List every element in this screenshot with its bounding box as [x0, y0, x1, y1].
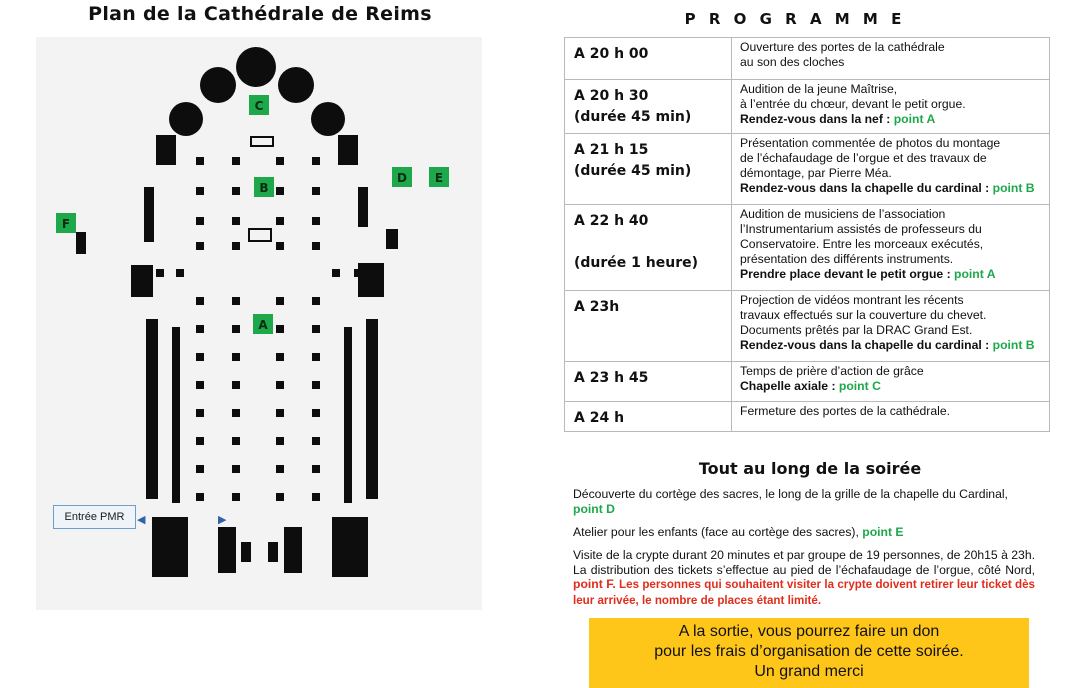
- point-f-marker: F: [56, 213, 76, 233]
- description-cell: Ouverture des portes de la cathédrale au son des cloches: [732, 38, 1050, 80]
- time-cell: A 24 h: [565, 402, 732, 432]
- point-link: point B: [992, 180, 1035, 195]
- arrow-left-icon: ◀: [137, 513, 146, 526]
- time-cell: A 23 h 45: [565, 362, 732, 402]
- donation-banner: A la sortie, vous pourrez faire un don pour les frais d’organisation de cette soirée. Un grand merci: [589, 618, 1029, 688]
- table-row: [565, 38, 1050, 80]
- time-cell: A 20 h 00: [565, 38, 732, 80]
- description-cell: Audition de la jeune Maîtrise, à l’entrée du chœur, devant le petit orgue. Rendez-vous dans la nef : point A: [732, 80, 1050, 134]
- time-cell: A 21 h 15 (durée 45 min): [565, 134, 732, 205]
- description-cell: Présentation commentée de photos du montage de l’échafaudage de l’orgue et des travaux de démontage, par Pierre Méa. Rendez-vous dans la chapelle du cardinal : point B: [732, 134, 1050, 205]
- point-link: point C: [838, 378, 881, 393]
- paragraph-crypte: Visite de la crypte durant 20 minutes et par groupe de 19 personnes, de 20h15 à 23h. La distribution des tickets s’effectue au pied de l’échafaudage de l’orgue, côté Nord, point F. Les personnes qui souhaitent visiter la crypte doivent retirer leur ticket dès leur arrivée, le nombre de places étant limité.: [573, 548, 1035, 607]
- time-cell: A 20 h 30 (durée 45 min): [565, 80, 732, 134]
- point-d-marker: D: [392, 167, 412, 187]
- table-row: [565, 134, 1050, 205]
- description-cell: Projection de vidéos montrant les récents travaux effectués sur la couverture du chevet. Documents prêtés par la DRAC Grand Est. Rendez-vous dans la chapelle du cardinal : point B: [732, 291, 1050, 362]
- point-b-marker: B: [254, 177, 274, 197]
- table-row: [565, 362, 1050, 402]
- table-row: [565, 205, 1050, 291]
- time-cell: A 23h: [565, 291, 732, 362]
- description-cell: Temps de prière d’action de grâce Chapelle axiale : point C: [732, 362, 1050, 402]
- programme-table: [564, 37, 1050, 432]
- table-row: [565, 291, 1050, 362]
- programme-title: P R O G R A M M E: [684, 10, 906, 28]
- table-row: [565, 402, 1050, 432]
- time-cell: A 22 h 40 (durée 1 heure): [565, 205, 732, 291]
- plan-title: Plan de la Cathédrale de Reims: [88, 3, 432, 25]
- point-link: point A: [893, 111, 936, 126]
- paragraph-atelier: Atelier pour les enfants (face au cortège des sacres), point E: [573, 525, 904, 539]
- point-a-marker: A: [253, 314, 273, 334]
- point-c-marker: C: [249, 95, 269, 115]
- paragraph-cortege: Découverte du cortège des sacres, le long de la grille de la chapelle du Cardinal, point D: [573, 487, 1008, 516]
- point-e-marker: E: [429, 167, 449, 187]
- evening-title: Tout au long de la soirée: [698, 459, 922, 478]
- entrance-pmr-label: Entrée PMR: [53, 505, 136, 529]
- description-cell: Audition de musiciens de l’association l’Instrumentarium assistés de professeurs du Conservatoire. Entre les morceaux exécutés, présentation des différents instruments. Prendre place devant le petit orgue : point A: [732, 205, 1050, 291]
- point-link: point A: [954, 266, 996, 281]
- arrow-right-icon: ▶: [218, 513, 227, 526]
- description-cell: Fermeture des portes de la cathédrale.: [732, 402, 1050, 432]
- point-link: point B: [992, 337, 1035, 352]
- table-row: [565, 80, 1050, 134]
